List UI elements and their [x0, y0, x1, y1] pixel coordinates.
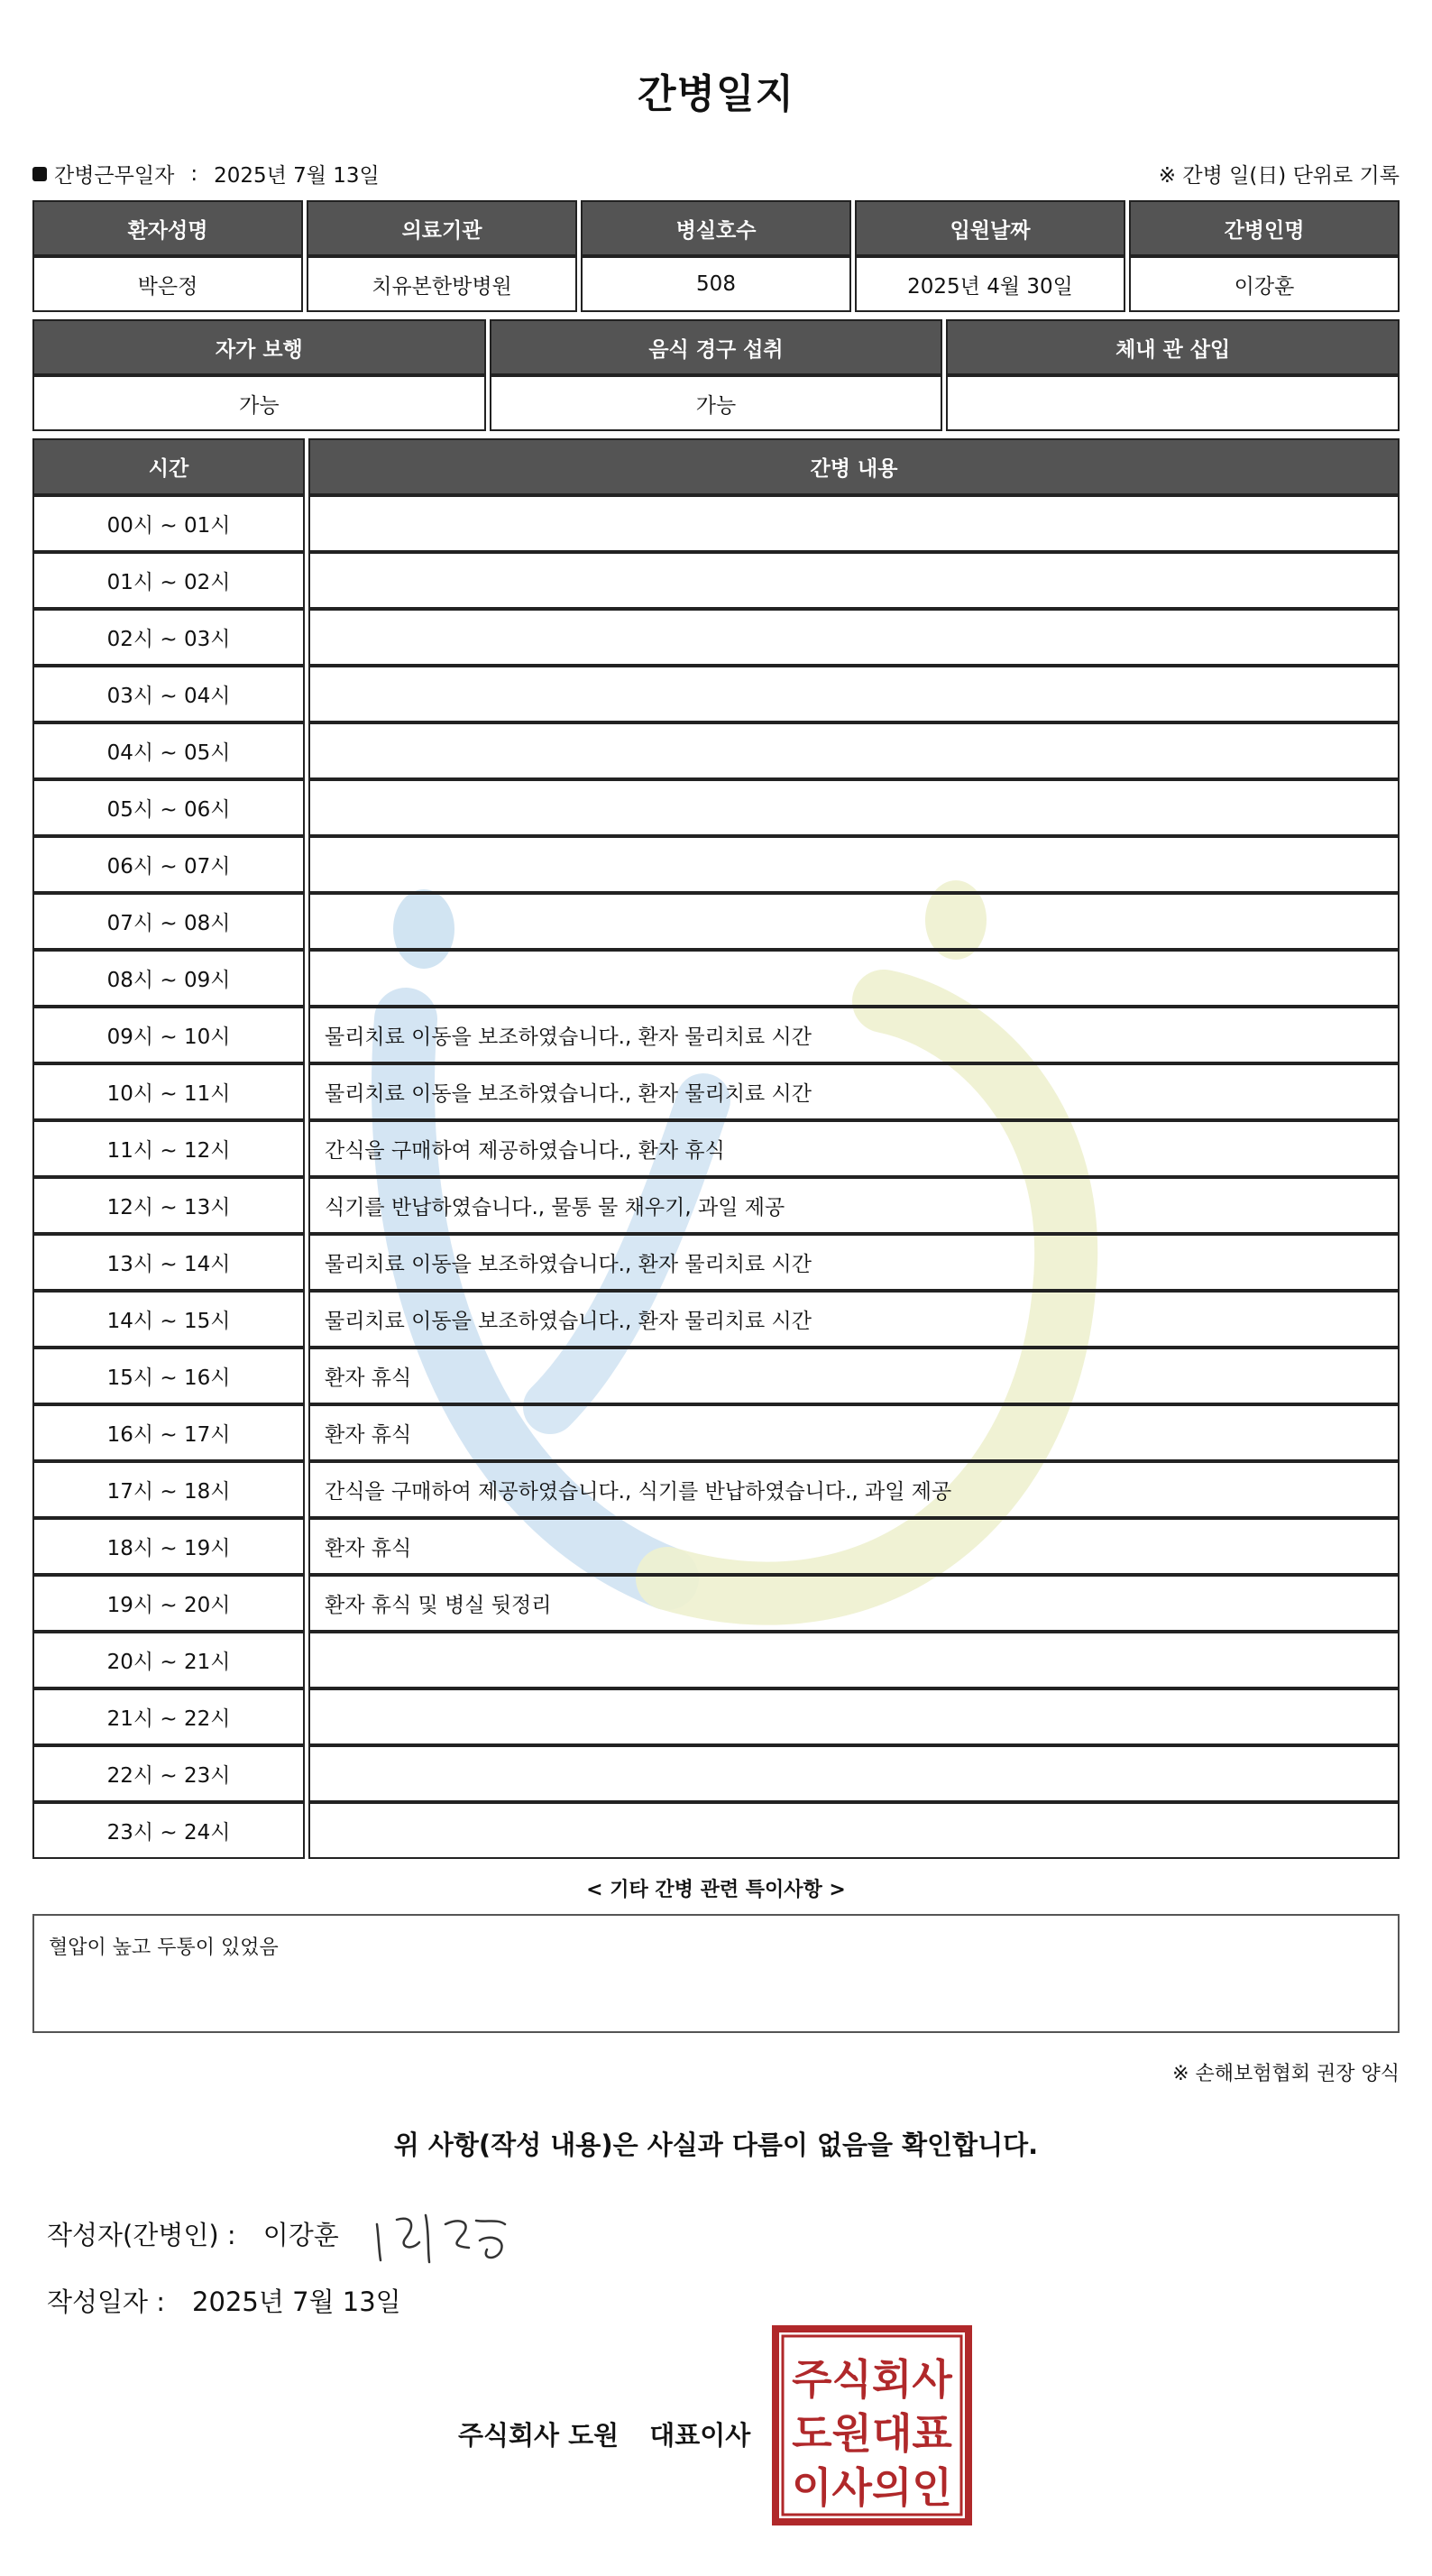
table-row [32, 836, 1400, 893]
written-date-value: 2025년 7월 13일 [192, 2286, 401, 2317]
header-hospital: 의료기관 [307, 200, 577, 256]
row-content [308, 1802, 1400, 1859]
row-content [308, 552, 1400, 609]
row-content: 환자 휴식 [308, 1404, 1400, 1461]
patient-info-table [29, 200, 1403, 312]
row-time: 09시 ~ 10시 [32, 1007, 305, 1063]
row-time: 22시 ~ 23시 [32, 1745, 305, 1802]
row-content: 환자 휴식 [308, 1518, 1400, 1575]
caregiver-name: 이강훈 [1129, 256, 1400, 312]
bullet-square-icon [32, 167, 47, 181]
row-time: 19시 ~ 20시 [32, 1575, 305, 1632]
care-log-header [32, 438, 1400, 495]
table-row [32, 666, 1400, 722]
confirmation-statement: 위 사항(작성 내용)은 사실과 다름이 없음을 확인합니다. [393, 2130, 1039, 2160]
row-time: 03시 ~ 04시 [32, 666, 305, 722]
notes-title: < 기타 간병 관련 특이사항 > [586, 1879, 846, 1901]
table-row [32, 893, 1400, 950]
row-content: 물리치료 이동을 보조하였습니다., 환자 물리치료 시간 [308, 1063, 1400, 1120]
standard-form-note: ※ 손해보험협회 권장 양식 [1172, 2063, 1400, 2085]
header-time: 시간 [32, 438, 305, 495]
table-row [32, 722, 1400, 779]
room-number: 508 [581, 256, 851, 312]
row-content [308, 666, 1400, 722]
unit-note: ※ 간병 일(日) 단위로 기록 [1158, 164, 1400, 188]
page-title: 간병일지 [637, 71, 794, 117]
table-row [32, 1461, 1400, 1518]
table-row [32, 1063, 1400, 1120]
row-time: 04시 ~ 05시 [32, 722, 305, 779]
table-row [32, 950, 1400, 1007]
patient-name: 박은정 [32, 256, 303, 312]
row-content: 간식을 구매하여 제공하였습니다., 식기를 반납하였습니다., 과일 제공 [308, 1461, 1400, 1518]
care-log-table [32, 438, 1400, 1859]
row-content: 환자 휴식 [308, 1348, 1400, 1404]
row-content [308, 893, 1400, 950]
row-content: 식기를 반납하였습니다., 물통 물 채우기, 과일 제공 [308, 1177, 1400, 1234]
hospital-name: 치유본한방병원 [307, 256, 577, 312]
header-walking: 자가 보행 [32, 319, 486, 375]
row-content [308, 722, 1400, 779]
work-date-label: 간병근무일자 [54, 164, 175, 188]
row-content [308, 1632, 1400, 1688]
work-date [32, 159, 380, 189]
work-date-colon: : [190, 161, 198, 186]
row-time: 20시 ~ 21시 [32, 1632, 305, 1688]
row-time: 16시 ~ 17시 [32, 1404, 305, 1461]
walking-value: 가능 [32, 375, 486, 431]
row-time: 06시 ~ 07시 [32, 836, 305, 893]
row-time: 23시 ~ 24시 [32, 1802, 305, 1859]
row-content [308, 609, 1400, 666]
row-time: 17시 ~ 18시 [32, 1461, 305, 1518]
row-content [308, 495, 1400, 552]
company-line [458, 2415, 750, 2452]
row-time: 10시 ~ 11시 [32, 1063, 305, 1120]
row-content: 간식을 구매하여 제공하였습니다., 환자 휴식 [308, 1120, 1400, 1177]
table-row [32, 1234, 1400, 1291]
written-date-line [47, 2282, 401, 2319]
seal-line-1: 주식회사 [792, 2355, 952, 2404]
row-time: 07시 ~ 08시 [32, 893, 305, 950]
signature-icon [370, 2197, 523, 2278]
table-row [32, 1632, 1400, 1688]
row-content: 물리치료 이동을 보조하였습니다., 환자 물리치료 시간 [308, 1291, 1400, 1348]
table-row [32, 1802, 1400, 1859]
ceo-title: 대표이사 [649, 2420, 751, 2451]
row-time: 02시 ~ 03시 [32, 609, 305, 666]
row-time: 12시 ~ 13시 [32, 1177, 305, 1234]
row-content: 물리치료 이동을 보조하였습니다., 환자 물리치료 시간 [308, 1234, 1400, 1291]
work-date-value: 2025년 7월 13일 [214, 164, 380, 188]
row-content [308, 1688, 1400, 1745]
notes-box: 혈압이 높고 두통이 있었음 [32, 1914, 1400, 2033]
row-time: 00시 ~ 01시 [32, 495, 305, 552]
writer-name: 이강훈 [262, 2220, 339, 2250]
row-time: 21시 ~ 22시 [32, 1688, 305, 1745]
table-row [32, 495, 1400, 552]
table-row [32, 1688, 1400, 1745]
table-row [32, 779, 1400, 836]
header-oral-intake: 음식 경구 섭취 [490, 319, 943, 375]
writer-line [47, 2215, 339, 2252]
admit-date: 2025년 4월 30일 [855, 256, 1125, 312]
row-content [308, 779, 1400, 836]
row-time: 15시 ~ 16시 [32, 1348, 305, 1404]
header-room: 병실호수 [581, 200, 851, 256]
row-time: 01시 ~ 02시 [32, 552, 305, 609]
table-row [32, 552, 1400, 609]
table-row [32, 1575, 1400, 1632]
row-content [308, 836, 1400, 893]
table-row [32, 1007, 1400, 1063]
table-row [32, 1348, 1400, 1404]
row-time: 13시 ~ 14시 [32, 1234, 305, 1291]
header-patient-name: 환자성명 [32, 200, 303, 256]
company-seal-icon [772, 2325, 972, 2525]
row-time: 18시 ~ 19시 [32, 1518, 305, 1575]
table-row [32, 1291, 1400, 1348]
table-row [32, 1518, 1400, 1575]
row-time: 05시 ~ 06시 [32, 779, 305, 836]
table-row [32, 1120, 1400, 1177]
row-time: 11시 ~ 12시 [32, 1120, 305, 1177]
row-time: 14시 ~ 15시 [32, 1291, 305, 1348]
company-name: 주식회사 도원 [458, 2420, 620, 2451]
oral-intake-value: 가능 [490, 375, 943, 431]
table-row [32, 609, 1400, 666]
row-content: 환자 휴식 및 병실 뒷정리 [308, 1575, 1400, 1632]
row-content [308, 950, 1400, 1007]
row-content [308, 1745, 1400, 1802]
row-time: 08시 ~ 09시 [32, 950, 305, 1007]
writer-label: 작성자(간병인) : [47, 2220, 236, 2250]
table-row [32, 1745, 1400, 1802]
tube-value [946, 375, 1400, 431]
seal-line-3: 이사의인 [792, 2463, 952, 2512]
table-row [32, 1404, 1400, 1461]
header-content: 간병 내용 [308, 438, 1400, 495]
header-tube: 체내 관 삽입 [946, 319, 1400, 375]
header-caregiver: 간병인명 [1129, 200, 1400, 256]
header-admit-date: 입원날짜 [855, 200, 1125, 256]
patient-status-table [29, 319, 1403, 431]
seal-line-2: 도원대표 [792, 2409, 952, 2458]
table-row [32, 1177, 1400, 1234]
written-date-label: 작성일자 : [47, 2286, 166, 2317]
row-content: 물리치료 이동을 보조하였습니다., 환자 물리치료 시간 [308, 1007, 1400, 1063]
